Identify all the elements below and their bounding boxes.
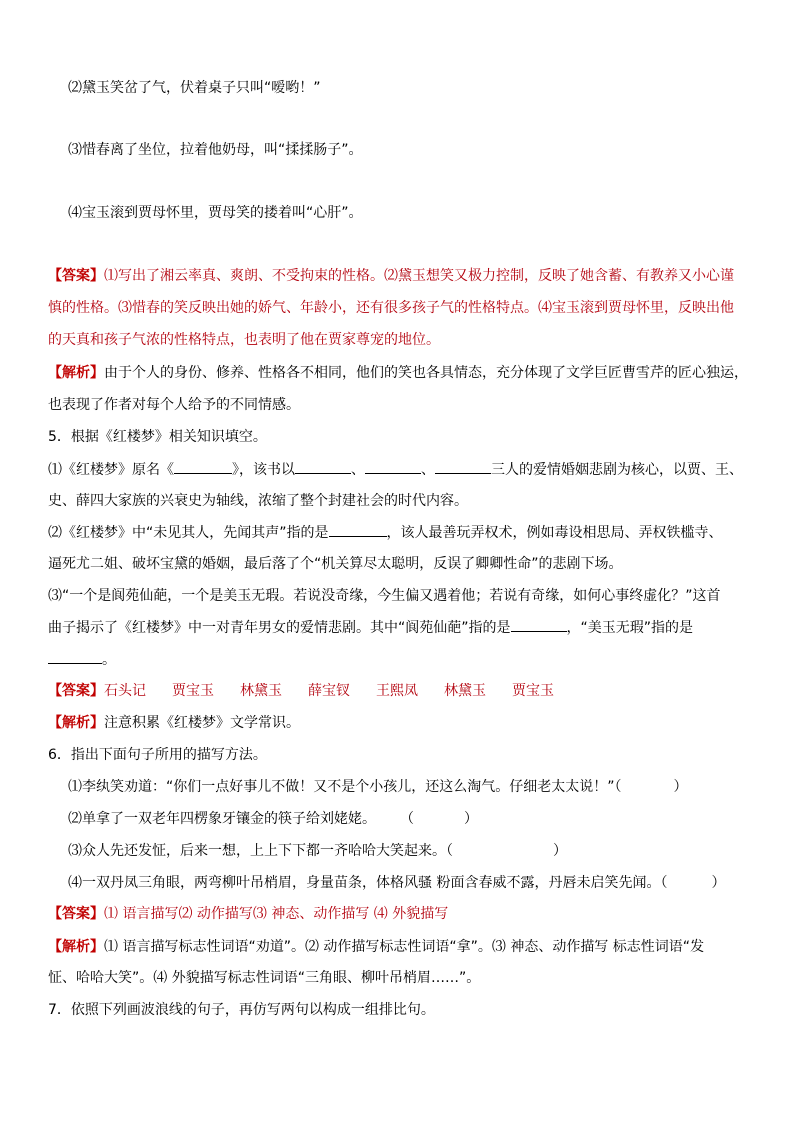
q5-part-3-line-1: ⑶“一个是阆苑仙葩，一个是美玉无瑕。若说没奇缘，今生偏又遇着他；若说有奇缘，如何心事终虚化？”这首 (48, 588, 721, 604)
q6-analysis (48, 937, 704, 957)
analysis-text: 由于个人的身份、修养、性格各不相同，他们的笑也各具情态，充分体现了文学巨匠曹雪芹的匠心独运， (104, 365, 748, 381)
q4-sentence-2: ⑵黛玉笑岔了气，伏着桌子只叫“嗳哟！” (68, 80, 321, 96)
q6-sentence-3-text: ⑶众人先还发怔，后来一想，上上下下都一齐哈哈大笑起来。（ (68, 843, 453, 859)
q4-sentence-3: ⑶惜春离了坐位，拉着他奶母，叫“揉揉肠子”。 (68, 142, 363, 158)
answer-text: ⑴ 语言描写⑵ 动作描写⑶ 神态、动作描写 ⑷ 外貌描写 (104, 906, 449, 922)
answer-text: 的天真和孩子气浓的性格特点，也表明了他在贾家尊宠的地位。 (48, 332, 440, 348)
q6-sentence-3 (68, 841, 567, 861)
fill-blank[interactable] (435, 459, 491, 474)
q5-part-3-line-2 (48, 617, 693, 638)
q5-part-1-line-2: 史、薛四大家族的兴衰史为轴线，浓缩了整个封建社会的时代内容。 (48, 493, 468, 509)
fill-blank[interactable] (365, 459, 421, 474)
q5-part-2-line-2: 逼死尤二姐、破坏宝黛的婚姻，最后落了个“机关算尽太聪明，反误了卿卿性命”的悲剧下场。 (48, 556, 623, 572)
q5-analysis (48, 713, 300, 733)
q5-part-1-text-c: 三人的爱情婚姻悲剧为核心，以贾、王、 (491, 462, 743, 478)
q6-answer (48, 904, 448, 924)
separator: 、 (351, 462, 365, 478)
answer-item: 林黛玉 (240, 683, 282, 699)
separator: 、 (421, 462, 435, 478)
answer-tag: 【答案】 (48, 683, 104, 699)
answer-item: 林黛玉 (444, 683, 486, 699)
analysis-text: 怔、哈哈大笑”。⑷ 外貌描写标志性词语“三角眼、柳叶吊梢眉……”。 (48, 970, 481, 986)
q6-sentence-4-text: ⑷一双丹凤三角眼，两弯柳叶吊梢眉，身量苗条，体格风骚 粉面含春威不露，丹唇未启笑先闻。（ (68, 875, 668, 891)
q5-part-3-line-3 (48, 649, 116, 670)
q4-sentence-4: ⑷宝玉滚到贾母怀里，贾母笑的搂着叫“心肝”。 (68, 205, 363, 221)
answer-text: 慎的性格。⑶惜春的笑反映出她的娇气、年龄小，还有很多孩子气的性格特点。⑷宝玉滚到贾母怀里，反映出他 (48, 300, 734, 316)
close-paren: ） (464, 811, 478, 827)
answer-item: 王熙凤 (376, 683, 418, 699)
period: 。 (102, 652, 116, 668)
q5-title: 5．根据《红楼梦》相关知识填空。 (48, 429, 267, 445)
fill-blank[interactable] (48, 649, 102, 664)
q6-sentence-1-text: ⑴李纨笑劝道：“你们一点好事儿不做！又不是个小孩儿，还这么淘气。仔细老太太说！”（ (68, 779, 622, 795)
analysis-text: 注意积累《红楼梦》文学常识。 (104, 715, 300, 731)
fill-blank[interactable] (295, 459, 351, 474)
q5-part-1-text-b: 》，该书以 (232, 462, 295, 478)
q5-part-3-text-b: ，“美玉无瑕”指的是 (566, 620, 694, 636)
q5-part-2-text-a: ⑵《红楼梦》中“未见其人，先闻其声”指的是 (48, 525, 329, 541)
close-paren: ） (553, 843, 567, 859)
q6-sentence-4 (68, 873, 725, 893)
q6-sentence-1 (68, 777, 688, 797)
q5-part-3-text-a: 曲子揭示了《红楼梦》中一对青年男女的爱情悲剧。其中“阆苑仙葩”指的是 (48, 620, 511, 636)
analysis-tag: 【解析】 (48, 365, 104, 381)
q5-part-2-text-b: ，该人最善玩弄权术，例如毒设相思局、弄权铁槛寺、 (386, 525, 723, 541)
answer-item: 贾宝玉 (172, 683, 214, 699)
answer-tag: 【答案】 (48, 268, 104, 284)
q4-answer (48, 266, 734, 286)
q6-sentence-2 (68, 809, 478, 829)
analysis-tag: 【解析】 (48, 939, 104, 955)
close-paren: ） (673, 779, 688, 795)
open-paren: （ (400, 811, 414, 827)
analysis-text: 也表现了作者对每个人给予的不同情感。 (48, 397, 300, 413)
answer-item: 石头记 (104, 683, 146, 699)
q6-sentence-2-text: ⑵单拿了一双老年四楞象牙镶金的筷子给刘姥姥。 (68, 811, 376, 827)
answer-text: ⑴写出了湘云率真、爽朗、不受拘束的性格。⑵黛玉想笑又极力控制，反映了她含蓄、有教养又小心谨 (104, 268, 734, 284)
fill-blank[interactable] (511, 617, 567, 632)
answer-item: 贾宝玉 (512, 683, 554, 699)
analysis-text: ⑴ 语言描写标志性词语“劝道”。⑵ 动作描写标志性词语“拿”。⑶ 神态、动作描写 标志性词语“发 (104, 939, 705, 955)
fill-blank[interactable] (329, 522, 387, 537)
close-paren: ） (711, 875, 726, 891)
analysis-tag: 【解析】 (48, 715, 104, 731)
answer-item: 薛宝钗 (308, 683, 350, 699)
q6-title: 6．指出下面句子所用的描写方法。 (48, 747, 267, 763)
q4-analysis (48, 363, 748, 383)
fill-blank[interactable] (174, 459, 232, 474)
q5-part-2 (48, 522, 723, 543)
q5-part-1 (48, 459, 743, 480)
q5-part-1-text-a: ⑴《红楼梦》原名《 (48, 462, 174, 478)
answer-tag: 【答案】 (48, 906, 104, 922)
q7-title: 7．依照下列画波浪线的句子，再仿写两句以构成一组排比句。 (48, 1002, 435, 1018)
q5-answer (48, 681, 580, 701)
